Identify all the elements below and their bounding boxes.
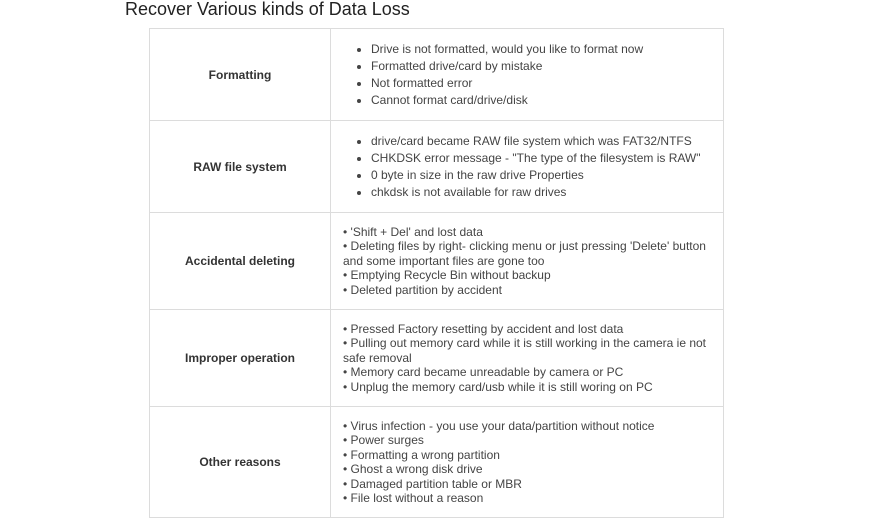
list-item: • Virus infection - you use your data/partition without notice: [343, 418, 655, 433]
table-row-other-reasons: [150, 407, 724, 518]
list-item: • drive/card became RAW file system which was FAT32/NTFS: [371, 133, 723, 150]
list-item: • CHKDSK error message - "The type of the filesystem is RAW": [371, 150, 723, 167]
list-item: • Power surges: [343, 433, 424, 447]
category-cell: Other reasons: [150, 407, 331, 518]
table-row-formatting: [150, 29, 724, 121]
list-item: • Ghost a wrong disk drive: [343, 462, 483, 476]
list-item: • Deleted partition by accident: [343, 282, 502, 297]
page-heading: Recover Various kinds of Data Loss: [125, 0, 410, 19]
list-item: • Cannot format card/drive/disk: [371, 92, 723, 109]
bullet-block: [331, 322, 723, 395]
list-item: • Pulling out memory card while it is still working in the camera ie not safe removal: [343, 336, 707, 365]
list-item: • 0 byte in size in the raw drive Properties: [371, 167, 723, 184]
bullet-list: [331, 133, 723, 201]
category-cell: RAW file system: [150, 121, 331, 213]
table-row-accidental-deleting: [150, 213, 724, 310]
list-item: • 'Shift + Del' and lost data: [343, 224, 483, 239]
description-cell: [331, 310, 724, 407]
list-item: • Memory card became unreadable by camera or PC: [343, 365, 624, 380]
description-cell: [331, 407, 724, 518]
bullet-block: [331, 225, 723, 298]
description-cell: [331, 213, 724, 310]
list-item: • Damaged partition table or MBR: [343, 476, 522, 491]
list-item: • Formatting a wrong partition: [343, 447, 500, 462]
list-item: • Unplug the memory card/usb while it is still woring on PC: [343, 379, 653, 394]
bullet-list: [331, 41, 723, 109]
list-item: • Deleting files by right- clicking menu or just pressing 'Delete' button and some important files are gone too: [343, 239, 706, 268]
category-cell: Accidental deleting: [150, 213, 331, 310]
table-row-raw-file-system: [150, 121, 724, 213]
list-item: • chkdsk is not available for raw drives: [371, 184, 723, 201]
description-cell: [331, 29, 724, 121]
list-item: • Not formatted error: [371, 75, 723, 92]
list-item: • File lost without a reason: [343, 491, 484, 505]
list-item: • Drive is not formatted, would you like to format now: [371, 41, 723, 58]
list-item: • Emptying Recycle Bin without backup: [343, 268, 551, 283]
table-row-improper-operation: [150, 310, 724, 407]
list-item: • Formatted drive/card by mistake: [371, 58, 723, 75]
description-cell: [331, 121, 724, 213]
category-cell: Improper operation: [150, 310, 331, 407]
bullet-block: [331, 419, 723, 506]
list-item: • Pressed Factory resetting by accident and lost data: [343, 321, 624, 336]
category-cell: Formatting: [150, 29, 331, 121]
data-loss-table: [149, 28, 724, 518]
